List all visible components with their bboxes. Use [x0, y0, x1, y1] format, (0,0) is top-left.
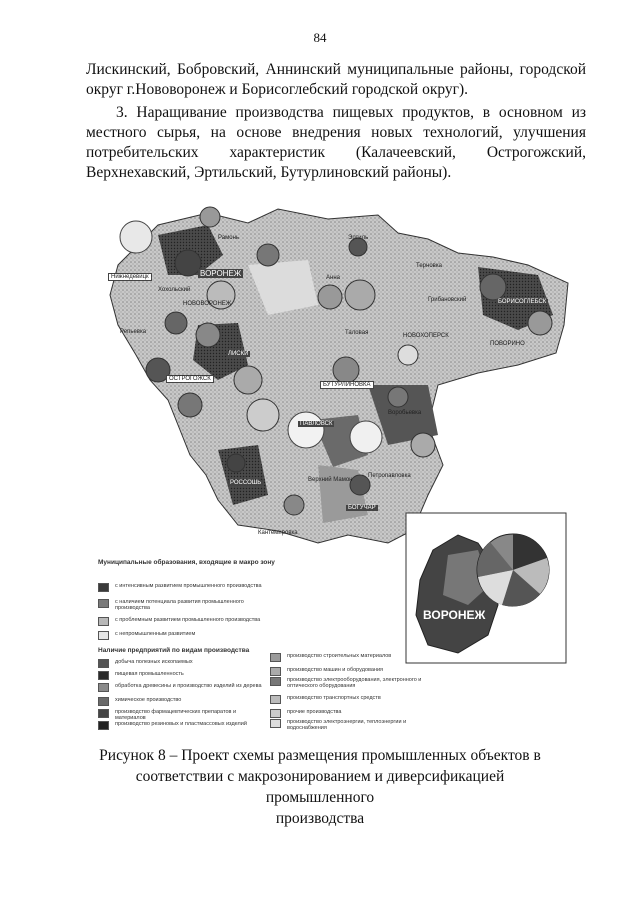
paragraph-line: 3. Наращивание производства пищевых продуктов, в основном из: [116, 104, 586, 121]
legend-label: производство электроэнергии, теплоэнергии и водоснабжения: [287, 719, 407, 731]
legend-label: химическое производство: [115, 697, 182, 703]
legend-swatch: [270, 653, 281, 662]
map-label-ertil: Эртиль: [348, 235, 369, 241]
paragraph-line: Верхнехавский, Эртильский, Бутурлиновский районы).: [86, 164, 452, 181]
map-label-ramon: Рамонь: [218, 235, 240, 241]
legend-swatch: [98, 583, 109, 592]
legend-label: с непромышленным развитием: [115, 631, 196, 637]
legend-header-industries: Наличие предприятий по видам производства: [98, 647, 250, 654]
map-label-novokhopersk: НОВОХОПЕРСК: [403, 333, 449, 339]
legend-label: добыча полезных ископаемых: [115, 659, 193, 665]
map-label-talovaya: Таловая: [345, 330, 369, 336]
legend-label: пищевая промышленность: [115, 671, 184, 677]
figure-caption: [80, 745, 560, 829]
map-label-nizhnedevitsk: Нижнедевицк: [108, 273, 152, 281]
map-label-anna: Анна: [326, 275, 340, 281]
legend-item-industry: [270, 677, 437, 689]
legend-swatch: [98, 617, 109, 626]
page-number: 84: [313, 30, 327, 45]
paragraph-line: местного сырья, на основе внедрения новых технологий, улучшения: [86, 124, 586, 141]
legend-swatch: [98, 659, 109, 668]
map-label-ternovka: Терновка: [416, 263, 442, 269]
legend-label: производство строительных материалов: [287, 653, 392, 659]
map-label-repyovka: Репьевка: [120, 329, 147, 335]
map-label-buturlinovka: БУТУРЛИНОВКА: [320, 381, 374, 389]
legend-item-industry: [270, 667, 437, 676]
legend-swatch: [98, 683, 109, 692]
map-label-kantemirovka: Кантемировка: [258, 530, 298, 536]
legend-item-industry: [98, 721, 265, 730]
map-label-vorobyovka: Воробьевка: [388, 410, 422, 416]
map-label-povorino: ПОВОРИНО: [490, 341, 525, 347]
legend-item-industry: [270, 695, 437, 704]
legend-swatch: [98, 709, 109, 718]
legend-label: прочие производства: [287, 709, 342, 715]
legend-item-industry: [98, 697, 265, 706]
paragraph-2: [86, 103, 586, 183]
legend-label: с проблемным развитием промышленного производства: [115, 617, 261, 623]
inset-pie: [477, 534, 549, 607]
legend-swatch: [270, 677, 281, 686]
paragraph-line: потребительских характеристик (Калачеевский, Острогожский,: [86, 144, 586, 161]
legend-label: производство резиновых и пластмассовых изделий: [115, 721, 247, 727]
caption-line: Рисунок 8 – Проект схемы размещения промышленных объектов в: [99, 747, 541, 764]
legend-label: производство транспортных средств: [287, 695, 381, 701]
map-label-petropavlovka: Петропавловка: [368, 473, 411, 479]
map-label-novovoronezh: НОВОВОРОНЕЖ: [183, 301, 232, 307]
legend-swatch: [270, 709, 281, 718]
paragraph-line: округ г.Нововоронеж и Борисоглебский городской округ).: [86, 81, 469, 98]
legend-item-industry: [270, 719, 437, 731]
map-label-boguchar: БОГУЧАР: [348, 505, 376, 511]
legend-item-zone: [98, 631, 265, 640]
legend-swatch: [270, 667, 281, 676]
legend-item-zone: [98, 583, 265, 592]
paragraph-line: Лискинский, Бобровский, Аннинский муниципальные районы, городской: [86, 61, 586, 78]
map-label-khokholsky: Хохольский: [158, 287, 191, 293]
legend-swatch: [98, 697, 109, 706]
legend-swatch: [98, 631, 109, 640]
inset-label-voronezh: ВОРОНЕЖ: [423, 608, 486, 622]
legend-swatch: [270, 719, 281, 728]
legend-header-zones: Муниципальные образования, входящие в макро зону: [98, 559, 275, 566]
map-label-liski: ЛИСКИ: [228, 351, 249, 357]
legend-item-industry: [98, 659, 265, 668]
map-label-borisoglebsk: БОРИСОГЛЕБСК: [498, 299, 547, 305]
legend-label: с наличием потенциала развития промышленного производства: [115, 599, 244, 611]
legend-swatch: [98, 599, 109, 608]
legend-item-industry: [98, 671, 265, 680]
caption-line: производства: [275, 810, 365, 827]
map-label-rossosh: РОССОШЬ: [230, 480, 262, 486]
legend-swatch: [98, 721, 109, 730]
legend-label: производство электрооборудования, электронного и оптического оборудования: [287, 677, 422, 689]
legend-label: с интенсивным развитием промышленного производства: [115, 583, 262, 589]
legend-swatch: [270, 695, 281, 704]
caption-line: соответствии с макрозонированием и диверсификацией промышленного: [135, 768, 505, 806]
legend-label: обработка древесины и производство изделий из дерева: [115, 683, 262, 689]
map-label-verkhny-mamon: Верхний Мамон: [308, 477, 353, 483]
map-label-pavlovsk: ПАВЛОВСК: [300, 421, 333, 427]
map-label-voronezh: ВОРОНЕЖ: [200, 269, 242, 278]
legend-label: производство фармацевтических препаратов и материалов: [115, 709, 237, 721]
legend-swatch: [98, 671, 109, 680]
legend-item-zone: [98, 599, 265, 611]
legend-item-zone: [98, 617, 265, 626]
legend-item-industry: [270, 653, 437, 662]
paragraph-1: [86, 60, 586, 100]
map-label-ostrogozhsk: ОСТРОГОЖСК: [166, 375, 214, 383]
legend-item-industry: [270, 709, 437, 718]
legend-item-industry: [98, 683, 265, 692]
legend-item-industry: [98, 709, 265, 721]
map-label-gribanovsky: Грибановский: [428, 297, 467, 303]
legend-label: производство машин и оборудования: [287, 667, 384, 673]
